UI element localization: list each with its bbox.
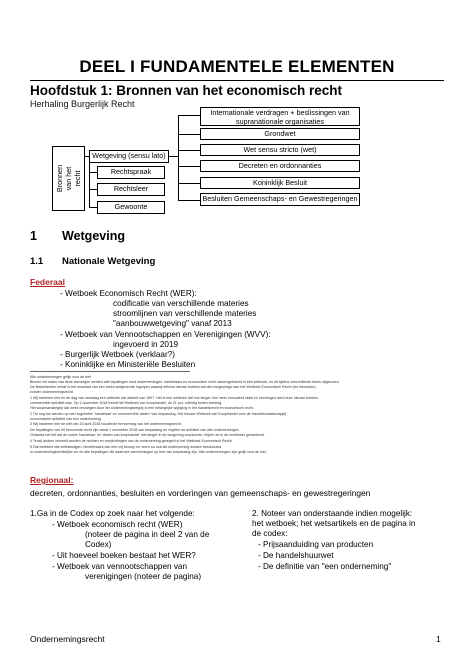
right-item-verdragen: Internationale verdragen + beslissingen van supranationale organisaties — [200, 107, 360, 126]
exercise-1-line: (noteer de pagina in deel 2 van de — [85, 530, 210, 539]
regionaal-text: decreten, ordonnanties, besluiten en vorderingen van gemeenschaps- en gewestregeringen — [30, 488, 371, 498]
exercise-1-line: 1.Ga in de Codex op zoek naar het volgende: — [30, 509, 195, 518]
federaal-line: codificatie van verschillende materies — [113, 299, 249, 308]
right-item-kb: Koninklijk Besluit — [200, 177, 360, 189]
page-title: DEEL I FUNDAMENTELE ELEMENTEN — [79, 57, 395, 76]
footnote-line: De bepalingen van dit hervormde recht zijn vanaf 1 november 2018 van toepassing en regelen de activiteit van alle ondernemingen. — [30, 428, 240, 432]
federaal-line: ingevoerd in 2019 — [113, 340, 179, 349]
federaal-line: - Wetboek van Vennootschappen en Verenigingen (WVV): — [60, 330, 271, 339]
left-item-rechtsleer: Rechtsleer — [97, 183, 165, 196]
federaal-line: - Wetboek Economisch Recht (WER): — [60, 289, 197, 298]
exercise-2-line: 2. Noteer van onderstaande indien mogelijk: — [252, 509, 413, 518]
footnote-line: economische activiteit van een onderneming. — [30, 417, 102, 421]
connector — [89, 163, 90, 208]
section-1-1-number: 1.1 — [30, 256, 44, 267]
left-item-gewoonte: Gewoonte — [97, 201, 165, 214]
connector — [178, 115, 200, 116]
right-item-besluiten: Besluiten Gemeenschaps- en Gewestregeringen — [200, 193, 360, 206]
connector — [89, 207, 97, 208]
exercise-2-line: - De handelshuurwet — [258, 551, 334, 560]
federaal-line: - Koninklijke en Ministeriële Besluiten — [60, 360, 196, 369]
regionaal-heading: Regionaal: — [30, 475, 74, 485]
footnote-line: Alle ondernemingen gelijk voor de wet — [30, 375, 91, 379]
connector — [178, 200, 200, 201]
footnote-line: 5 Dat betekent dat zelfstandigen, beoefenaars van een vrij beroep en vzw's nu ook als onderneming worden beschouwd. — [30, 445, 223, 449]
section-1-title: Wetgeving — [62, 229, 125, 243]
section-1-number: 1 — [30, 229, 37, 243]
connector — [178, 183, 200, 184]
side-label-box — [52, 146, 85, 211]
footnote-line: Ondanks het feit dat de noties 'handelaar' en 'daden van koophandel' niet langer in de wetgeving voorkomen, blijven ze in de rechtsleer gehanteerd. — [30, 433, 266, 437]
title-rule — [30, 80, 444, 81]
footnote-line: 2 Tot nog toe werden op hen zogeheten 'handelaar' en 'commerciële daden' van toepassing. Het nieuwe Wetboek van Koophandel voor de 'handelsmaatschappij'. — [30, 412, 288, 416]
footnote-line: Het koopmansbegrip dat werd vervangen door het ondernemingsbegrip is een belangrijke wijziging in het handelsrecht en economisch recht. — [30, 406, 254, 410]
subtitle: Herhaling Burgerlijk Recht — [30, 99, 135, 109]
connector — [178, 150, 200, 151]
connector — [169, 156, 178, 157]
right-item-decreten: Decreten en ordonnanties — [200, 160, 360, 172]
exercise-2-line: het wetboek; het wetsartikels en de pagina in — [252, 519, 416, 528]
connector — [178, 115, 179, 201]
exercise-2-line: - De definitie van "een onderneming" — [258, 562, 392, 571]
footnote-line: in ondernemingsrechtelijke zin en alle bepalingen die daarmee samenhangen op hen van toepassing zijn. Alle ondernemingen zijn gelijk voor de wet. — [30, 450, 267, 454]
connector — [178, 134, 200, 135]
side-label: Bronnen van het recht — [55, 164, 82, 193]
footnote-line: commerciële activiteit was. Op 1 november 2018 treedt het Wetboek van Koophandel, de 21 pur, volledig buiten werking. — [30, 401, 223, 405]
federaal-heading: Federaal — [30, 277, 65, 287]
connector — [89, 172, 97, 173]
footer-course-name: Ondernemingsrecht — [30, 634, 105, 644]
connector — [89, 189, 97, 190]
right-item-grondwet: Grondwet — [200, 128, 360, 140]
footnote-line: 1 Wij hanteren hier en de dag van vandaag een wetboek dat dateert van 1807. Het is een wetboek dat hoe langer hoe meer verouderd raakt en vervangen werd door nieuwe boeken. — [30, 396, 319, 400]
footnote-line: Binnen het kader van deze zienswijze werden alle bepalingen rond ondernemingen, handelaars en economisch recht samengebracht in één wetboek, en dit tijdens verschillende fases uitgevoerd. — [30, 380, 340, 384]
exercise-1-line: verenigingen (noteer de pagina) — [85, 572, 202, 581]
exercise-2-line: - Prijsaanduiding van producten — [258, 540, 374, 549]
exercise-1-line: - Wetboek economisch recht (WER) — [52, 520, 183, 529]
exercise-2-line: de codex: — [252, 529, 288, 538]
section-1-1-title: Nationale Wetgeving — [62, 256, 156, 267]
footnote-line: De Nederlandse versie is het resultaat van een reeks wetgevende ingrepen waarbij telkens nieuwe boeken werden toegevoegd aan het Wetboek Economisch Recht (zie hieronder). — [30, 385, 317, 389]
footnote-rule — [30, 371, 190, 372]
footnote-line: zonder ondernemingsrecht — [30, 390, 73, 394]
federaal-line: stroomlijnen van verschillende materies — [113, 309, 257, 318]
federaal-line: "aanbouwwetgeving" vanaf 2013 — [113, 319, 232, 328]
left-item-rechtspraak: Rechtspraak — [97, 166, 165, 179]
left-item-wetgeving: Wetgeving (sensu lato) — [89, 150, 169, 163]
federaal-line: - Burgerlijk Wetboek (verklaar?) — [60, 350, 175, 359]
exercise-1-line: Codex) — [85, 540, 112, 549]
connector — [178, 166, 200, 167]
right-item-wet: Wet sensu stricto (wet) — [200, 144, 360, 156]
exercise-1-line: - Uit hoeveel boeken bestaat het WER? — [52, 551, 196, 560]
footnote-line: 3 Wij hanteren hier de wet van 15 april 2018 houdende hervorming van het ondernemingsrecht. — [30, 422, 182, 426]
chapter-heading: Hoofdstuk 1: Bronnen van het economisch recht — [30, 83, 343, 98]
footnote-line: 4 Tenzij anders vermeld worden de rechten en verplichtingen van de onderneming geregeld in het Wetboek Economisch Recht. — [30, 439, 233, 443]
exercise-1-line: - Wetboek van vennootschappen van — [52, 562, 188, 571]
connector — [85, 156, 89, 157]
page-number: 1 — [436, 634, 441, 644]
